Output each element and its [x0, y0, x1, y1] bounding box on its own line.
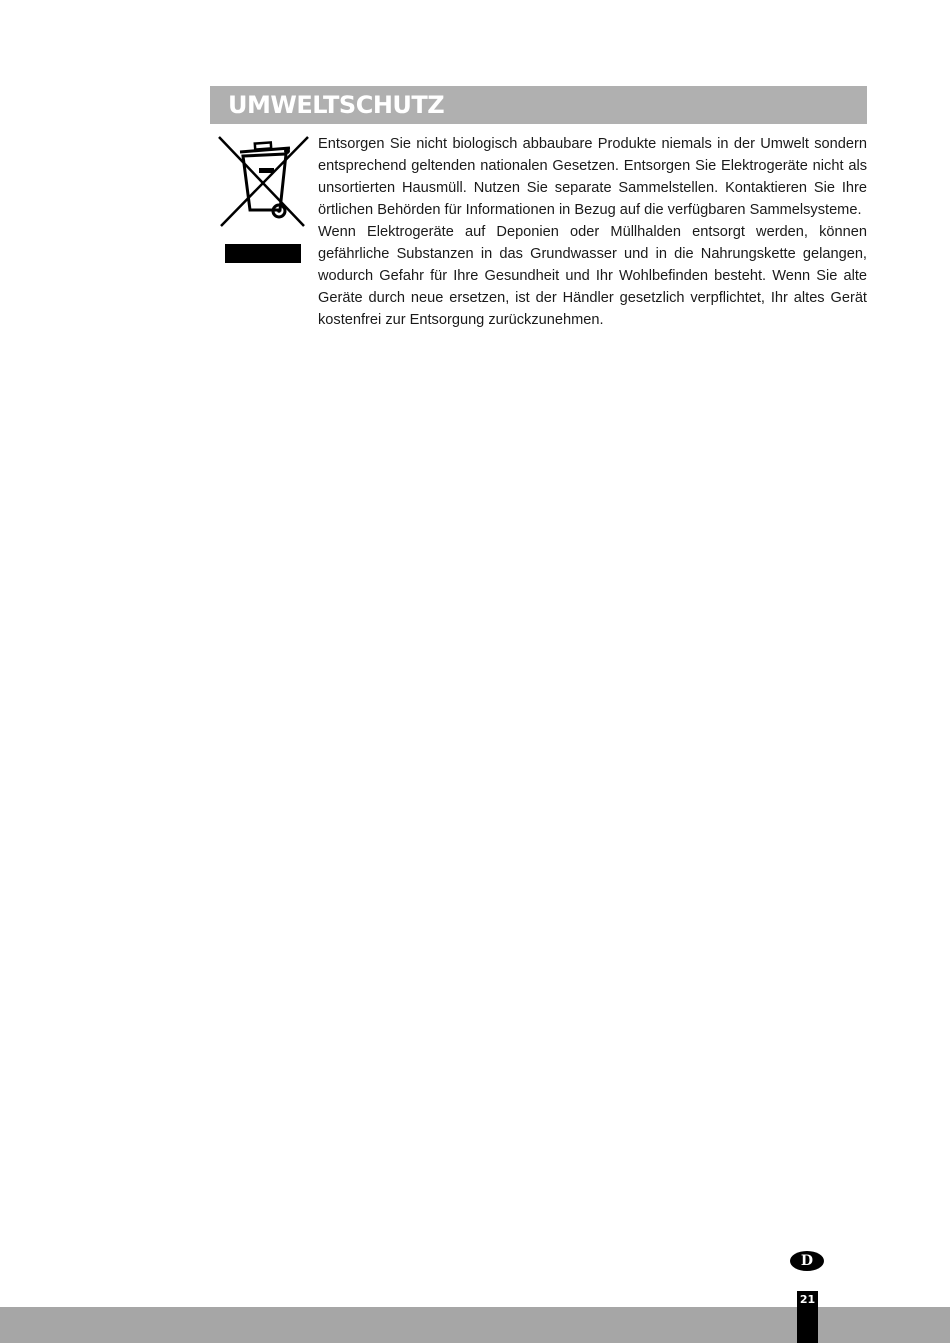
- body-text: [318, 133, 867, 331]
- section-header: [210, 86, 867, 124]
- section-title: UMWELTSCHUTZ: [228, 91, 445, 119]
- page-number-tab: [797, 1291, 818, 1343]
- language-badge: D: [790, 1251, 824, 1271]
- paragraph-disposal: Entsorgen Sie nicht biologisch abbaubare Produkte niemals in der Umwelt sondern entsprechend geltenden nationalen Gesetzen. Entsorgen Sie Elektrogeräte nicht als unsortierten Hausmüll. Nutzen Sie separate Sammelstellen. Kontaktieren Sie Ihre örtlichen Behörden für Informationen in Bezug auf die verfügbaren Sammelsysteme.: [318, 136, 867, 218]
- crossed-out-wheelie-bin-icon: [216, 134, 310, 266]
- page-number: 21: [799, 1293, 816, 1306]
- paragraph-hazards: Wenn Elektrogeräte auf Deponien oder Müllhalden entsorgt werden, können gefährliche Substanzen in das Grundwasser und in die Nahrungskette gelangen, wodurch Gefahr für Ihre Gesundheit und Ihr Wohlbefinden besteht. Wenn Sie alte Geräte durch neue ersetzen, ist der Händler gesetzlich verpflichtet, Ihr altes Gerät kostenfrei zur Entsorgung zurückzunehmen.: [318, 224, 867, 328]
